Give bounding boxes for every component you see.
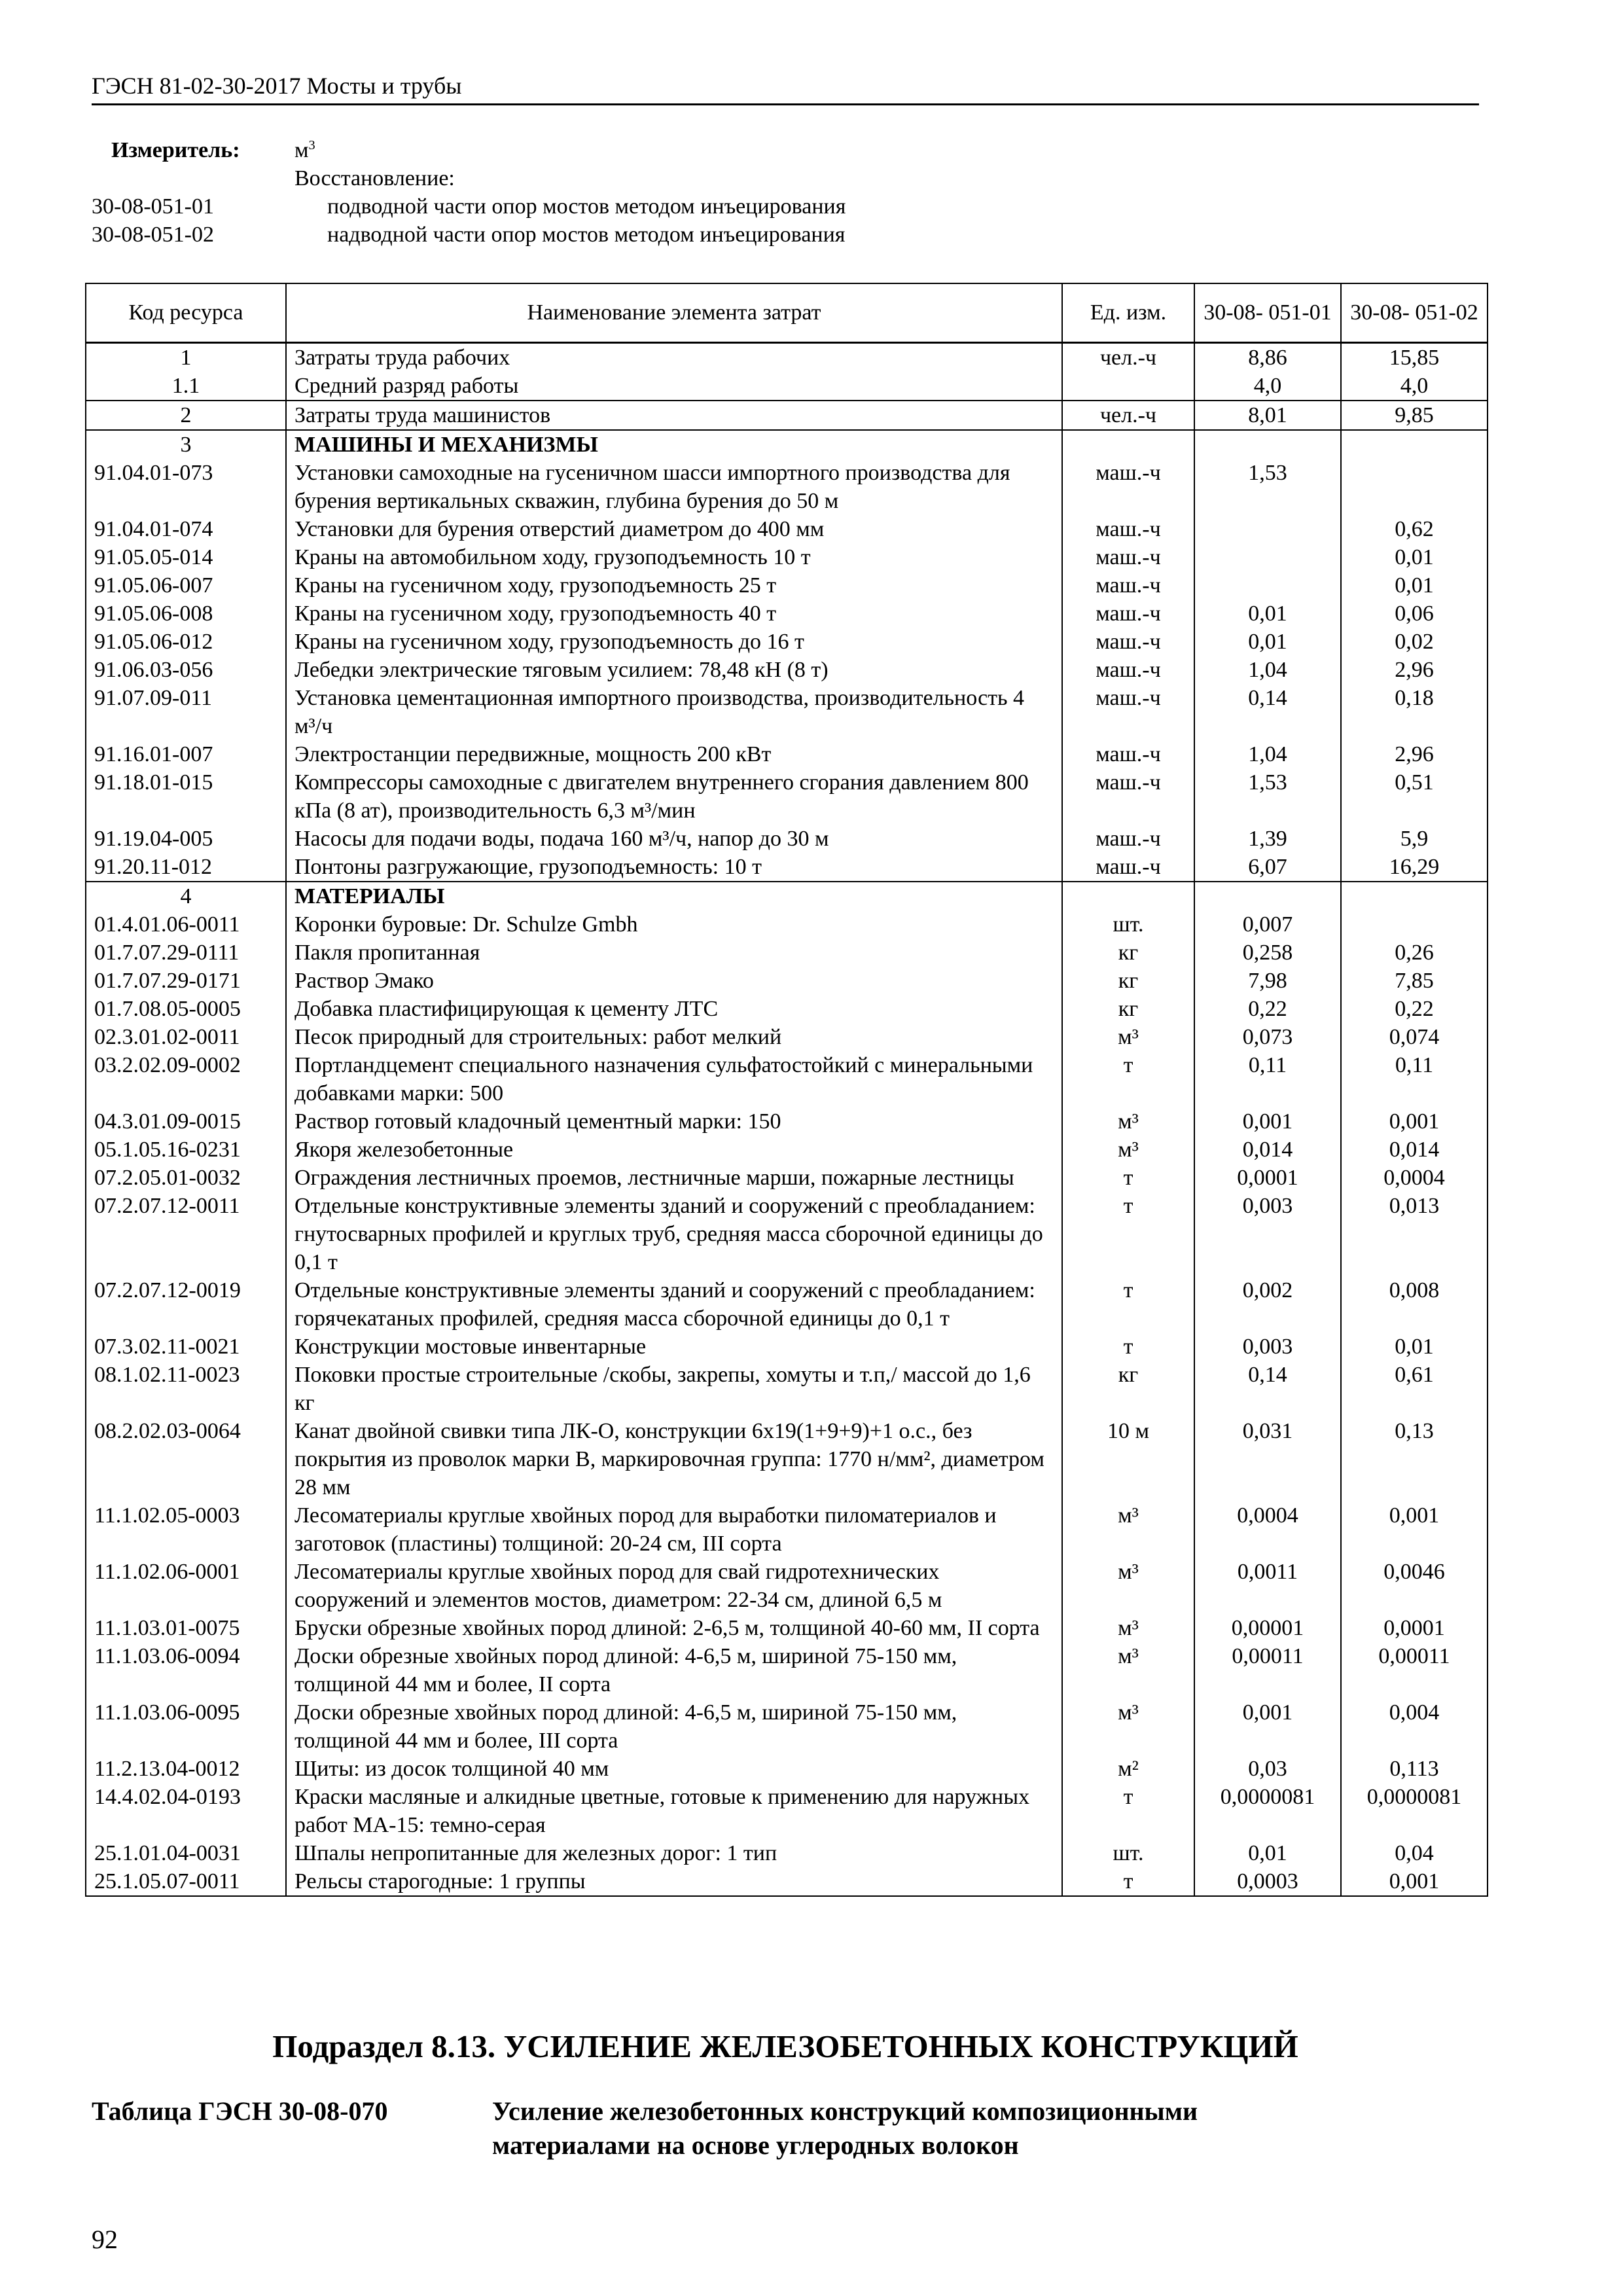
table-row [86, 684, 1488, 740]
resource-code: 11.1.02.06-0001 [86, 1558, 286, 1614]
resource-code: 07.2.07.12-0019 [86, 1276, 286, 1333]
resource-unit: т [1062, 1051, 1194, 1107]
table-row [86, 1276, 1488, 1333]
resource-code: 08.1.02.11-0023 [86, 1361, 286, 1417]
resource-unit: т [1062, 1164, 1194, 1192]
resource-code: 07.3.02.11-0021 [86, 1333, 286, 1361]
norm-description: подводной части опор мостов методом инъецирования [327, 194, 846, 219]
norm-description: надводной части опор мостов методом инъецирования [327, 223, 846, 247]
value-col2: 7,85 [1341, 967, 1488, 995]
resource-table [85, 283, 1488, 1897]
resource-code: 3 [86, 430, 286, 459]
resource-unit: м³ [1062, 1698, 1194, 1755]
value-col1: 0,007 [1194, 910, 1341, 939]
meter-block [92, 136, 1479, 249]
resource-unit: м³ [1062, 1136, 1194, 1164]
value-col2: 0,62 [1341, 515, 1488, 543]
norm-code: 30-08-051-01 [92, 194, 214, 219]
table-row [86, 995, 1488, 1023]
resource-unit: т [1062, 1783, 1194, 1839]
resource-name: Лебедки электрические тяговым усилием: 78,48 кН (8 т) [286, 656, 1062, 684]
resource-name: Понтоны разгружающие, грузоподъемность: 10 т [286, 853, 1062, 882]
resource-code: 25.1.01.04-0031 [86, 1839, 286, 1867]
resource-unit: 10 м [1062, 1417, 1194, 1501]
resource-code: 91.16.01-007 [86, 740, 286, 768]
resource-unit: м² [1062, 1755, 1194, 1783]
value-col2: 0,22 [1341, 995, 1488, 1023]
resource-unit: маш.-ч [1062, 459, 1194, 515]
value-col1 [1194, 430, 1341, 459]
next-table-title [92, 2094, 1479, 2162]
value-col2: 0,008 [1341, 1276, 1488, 1333]
table-row [86, 1107, 1488, 1136]
value-col2: 5,9 [1341, 825, 1488, 853]
resource-name: Раствор готовый кладочный цементный марки: 150 [286, 1107, 1062, 1136]
value-col1: 0,0004 [1194, 1501, 1341, 1558]
value-col2 [1341, 910, 1488, 939]
resource-unit: кг [1062, 939, 1194, 967]
table-row [86, 430, 1488, 459]
value-col2: 0,004 [1341, 1698, 1488, 1755]
table-row [86, 628, 1488, 656]
table-row [86, 967, 1488, 995]
value-col2: 0,01 [1341, 543, 1488, 571]
resource-code: 91.06.03-056 [86, 656, 286, 684]
resource-code: 01.4.01.06-0011 [86, 910, 286, 939]
resource-code: 4 [86, 882, 286, 910]
value-col2: 0,0046 [1341, 1558, 1488, 1614]
resource-code: 91.20.11-012 [86, 853, 286, 882]
value-col1: 0,001 [1194, 1107, 1341, 1136]
value-col2: 2,96 [1341, 740, 1488, 768]
value-col1: 8,01 [1194, 401, 1341, 430]
resource-unit: т [1062, 1276, 1194, 1333]
resource-code: 25.1.05.07-0011 [86, 1867, 286, 1896]
value-col2: 16,29 [1341, 853, 1488, 882]
value-col1: 0,0000081 [1194, 1783, 1341, 1839]
table-title-text: Усиление железобетонных конструкций композиционными материалами на основе углеродных волокон [492, 2096, 1198, 2160]
table-row [86, 1417, 1488, 1501]
value-col1: 0,001 [1194, 1698, 1341, 1755]
resource-code: 02.3.01.02-0011 [86, 1023, 286, 1051]
resource-unit: чел.-ч [1062, 342, 1194, 372]
header-col2: 30-08- 051-02 [1341, 283, 1488, 342]
resource-name: Краски масляные и алкидные цветные, готовые к применению для наружных работ МА-15: темно-серая [286, 1783, 1062, 1839]
resource-name: Доски обрезные хвойных пород длиной: 4-6,5 м, шириной 75-150 мм, толщиной 44 мм и более, III сорта [286, 1698, 1062, 1755]
resource-name: Установка цементационная импортного производства, производительность 4 м³/ч [286, 684, 1062, 740]
resource-name: Рельсы старогодные: 1 группы [286, 1867, 1062, 1896]
value-col2: 0,00011 [1341, 1642, 1488, 1698]
resource-name: Добавка пластифицирующая к цементу ЛТС [286, 995, 1062, 1023]
resource-name: Канат двойной свивки типа ЛК-О, конструкции 6х19(1+9+9)+1 о.с., без покрытия из проволок марки В, маркировочная группа: 1770 н/мм², диаметром 28 мм [286, 1417, 1062, 1501]
resource-unit: м³ [1062, 1501, 1194, 1558]
value-col1: 0,00001 [1194, 1614, 1341, 1642]
header-col1: 30-08- 051-01 [1194, 283, 1341, 342]
value-col2: 0,18 [1341, 684, 1488, 740]
table-row [86, 1192, 1488, 1276]
resource-name: Ограждения лестничных проемов, лестничные марши, пожарные лестницы [286, 1164, 1062, 1192]
table-row [86, 1642, 1488, 1698]
value-col2: 0,26 [1341, 939, 1488, 967]
resource-code: 03.2.02.09-0002 [86, 1051, 286, 1107]
resource-code: 2 [86, 401, 286, 430]
value-col2: 0,06 [1341, 600, 1488, 628]
resource-name: Средний разряд работы [286, 372, 1062, 401]
resource-code: 11.1.03.06-0094 [86, 1642, 286, 1698]
resource-code: 14.4.02.04-0193 [86, 1783, 286, 1839]
value-col1: 0,0011 [1194, 1558, 1341, 1614]
table-row [86, 1361, 1488, 1417]
resource-code: 91.05.06-008 [86, 600, 286, 628]
value-col1: 0,073 [1194, 1023, 1341, 1051]
resource-name: Коронки буровые: Dr. Schulze Gmbh [286, 910, 1062, 939]
resource-code: 11.1.03.01-0075 [86, 1614, 286, 1642]
resource-unit: маш.-ч [1062, 768, 1194, 825]
resource-name: Лесоматериалы круглые хвойных пород для свай гидротехнических сооружений и элементов мостов, диаметром: 22-34 см, длиной 6,5 м [286, 1558, 1062, 1614]
resource-unit: кг [1062, 995, 1194, 1023]
table-row [86, 401, 1488, 430]
resource-unit: кг [1062, 967, 1194, 995]
resource-code: 11.2.13.04-0012 [86, 1755, 286, 1783]
resource-unit: чел.-ч [1062, 401, 1194, 430]
table-row [86, 1558, 1488, 1614]
value-col2: 0,113 [1341, 1755, 1488, 1783]
table-title-label: Таблица ГЭСН 30-08-070 [92, 2096, 388, 2126]
value-col1: 0,03 [1194, 1755, 1341, 1783]
resource-unit: маш.-ч [1062, 825, 1194, 853]
header-unit: Ед. изм. [1062, 283, 1194, 342]
resource-unit [1062, 882, 1194, 910]
value-col2: 0,01 [1341, 1333, 1488, 1361]
resource-name: Отдельные конструктивные элементы зданий и сооружений с преобладанием: гнутосварных профилей и круглых труб, средняя масса сборочной единицы до 0,1 т [286, 1192, 1062, 1276]
resource-name: Якоря железобетонные [286, 1136, 1062, 1164]
value-col1: 0,01 [1194, 600, 1341, 628]
value-col1: 0,003 [1194, 1333, 1341, 1361]
resource-name: Доски обрезные хвойных пород длиной: 4-6,5 м, шириной 75-150 мм, толщиной 44 мм и более, II сорта [286, 1642, 1062, 1698]
resource-code: 11.1.02.05-0003 [86, 1501, 286, 1558]
value-col1: 8,86 [1194, 342, 1341, 372]
resource-code: 91.04.01-074 [86, 515, 286, 543]
resource-unit [1062, 430, 1194, 459]
resource-name: Пакля пропитанная [286, 939, 1062, 967]
value-col2: 0,014 [1341, 1136, 1488, 1164]
value-col1: 0,0003 [1194, 1867, 1341, 1896]
resource-code: 91.19.04-005 [86, 825, 286, 853]
subsection-heading: Подраздел 8.13. УСИЛЕНИЕ ЖЕЛЕЗОБЕТОННЫХ КОНСТРУКЦИЙ [272, 2028, 1298, 2064]
resource-code: 01.7.07.29-0111 [86, 939, 286, 967]
resource-code: 01.7.07.29-0171 [86, 967, 286, 995]
table-row [86, 1023, 1488, 1051]
resource-name: Краны на автомобильном ходу, грузоподъемность 10 т [286, 543, 1062, 571]
meter-label: Измеритель: [111, 138, 240, 162]
table-row [86, 543, 1488, 571]
resource-code: 91.04.01-073 [86, 459, 286, 515]
value-col2: 0,0000081 [1341, 1783, 1488, 1839]
table-row [86, 1051, 1488, 1107]
resource-unit: маш.-ч [1062, 656, 1194, 684]
resource-unit: м³ [1062, 1107, 1194, 1136]
value-col2: 0,01 [1341, 571, 1488, 600]
value-col2: 0,61 [1341, 1361, 1488, 1417]
resource-name: Установки самоходные на гусеничном шасси импортного производства для бурения вертикальных скважин, глубина бурения до 50 м [286, 459, 1062, 515]
value-col1: 0,031 [1194, 1417, 1341, 1501]
value-col2: 2,96 [1341, 656, 1488, 684]
resource-unit: маш.-ч [1062, 571, 1194, 600]
table-row [86, 515, 1488, 543]
resource-name: Установки для бурения отверстий диаметром до 400 мм [286, 515, 1062, 543]
resource-unit: т [1062, 1192, 1194, 1276]
resource-name: МАТЕРИАЛЫ [286, 882, 1062, 910]
resource-name: Раствор Эмако [286, 967, 1062, 995]
resource-name: Затраты труда рабочих [286, 342, 1062, 372]
table-row [86, 939, 1488, 967]
resource-code: 07.2.07.12-0011 [86, 1192, 286, 1276]
resource-unit: маш.-ч [1062, 543, 1194, 571]
page-header: ГЭСН 81-02-30-2017 Мосты и трубы [92, 73, 1479, 105]
resource-code: 91.05.06-007 [86, 571, 286, 600]
table-row [86, 853, 1488, 882]
value-col2: 15,85 [1341, 342, 1488, 372]
value-col1: 1,04 [1194, 740, 1341, 768]
value-col1 [1194, 571, 1341, 600]
resource-name: Насосы для подачи воды, подача 160 м³/ч, напор до 30 м [286, 825, 1062, 853]
header-code: Код ресурса [86, 283, 286, 342]
resource-unit: маш.-ч [1062, 684, 1194, 740]
resource-code: 91.05.06-012 [86, 628, 286, 656]
value-col2: 0,0001 [1341, 1614, 1488, 1642]
value-col2 [1341, 882, 1488, 910]
resource-name: Щиты: из досок толщиной 40 мм [286, 1755, 1062, 1783]
meter-value: $м^3$ [294, 137, 315, 162]
table-row [86, 768, 1488, 825]
value-col2: 0,001 [1341, 1501, 1488, 1558]
resource-name: МАШИНЫ И МЕХАНИЗМЫ [286, 430, 1062, 459]
table-row [86, 1839, 1488, 1867]
resource-code: 1 [86, 342, 286, 372]
resource-name: Лесоматериалы круглые хвойных пород для выработки пиломатериалов и заготовок (пластины) толщиной: 20-24 см, III сорта [286, 1501, 1062, 1558]
page-number: 92 [92, 2225, 118, 2254]
resource-name: Шпалы непропитанные для железных дорог: 1 тип [286, 1839, 1062, 1867]
table-row [86, 1698, 1488, 1755]
resource-unit: м³ [1062, 1614, 1194, 1642]
value-col1: 0,00011 [1194, 1642, 1341, 1698]
value-col1: 0,01 [1194, 628, 1341, 656]
header-name: Наименование элемента затрат [286, 283, 1062, 342]
resource-unit: шт. [1062, 1839, 1194, 1867]
table-row [86, 600, 1488, 628]
value-col1: 0,002 [1194, 1276, 1341, 1333]
resource-name: Затраты труда машинистов [286, 401, 1062, 430]
value-col2: 0,02 [1341, 628, 1488, 656]
table-row [86, 342, 1488, 372]
resource-unit: маш.-ч [1062, 740, 1194, 768]
value-col1: 0,14 [1194, 1361, 1341, 1417]
value-col2: 4,0 [1341, 372, 1488, 401]
resource-unit: маш.-ч [1062, 628, 1194, 656]
value-col2: 0,013 [1341, 1192, 1488, 1276]
value-col1: 6,07 [1194, 853, 1341, 882]
resource-unit: м³ [1062, 1558, 1194, 1614]
resource-code: 08.2.02.03-0064 [86, 1417, 286, 1501]
value-col1: 0,14 [1194, 684, 1341, 740]
resource-name: Краны на гусеничном ходу, грузоподъемность 40 т [286, 600, 1062, 628]
resource-code: 1.1 [86, 372, 286, 401]
value-col2 [1341, 459, 1488, 515]
value-col2: 9,85 [1341, 401, 1488, 430]
resource-code: 04.3.01.09-0015 [86, 1107, 286, 1136]
value-col1 [1194, 543, 1341, 571]
resource-unit: кг [1062, 1361, 1194, 1417]
table-row [86, 372, 1488, 401]
resource-unit: маш.-ч [1062, 515, 1194, 543]
value-col2: 0,0004 [1341, 1164, 1488, 1192]
value-col1: 1,39 [1194, 825, 1341, 853]
value-col1: 0,258 [1194, 939, 1341, 967]
resource-unit: т [1062, 1867, 1194, 1896]
table-row [86, 740, 1488, 768]
table-row [86, 1333, 1488, 1361]
resource-unit: шт. [1062, 910, 1194, 939]
resource-unit: маш.-ч [1062, 600, 1194, 628]
resource-name: Краны на гусеничном ходу, грузоподъемность до 16 т [286, 628, 1062, 656]
value-col1 [1194, 515, 1341, 543]
value-col1: 7,98 [1194, 967, 1341, 995]
value-col1: 1,04 [1194, 656, 1341, 684]
table-row [86, 1501, 1488, 1558]
table-row [86, 882, 1488, 910]
table-row [86, 1164, 1488, 1192]
value-col2 [1341, 430, 1488, 459]
restoration-label: Восстановление: [294, 166, 455, 190]
table-row [86, 1136, 1488, 1164]
table-row [86, 656, 1488, 684]
table-row [86, 1614, 1488, 1642]
resource-name: Отдельные конструктивные элементы зданий и сооружений с преобладанием: горячекатаных профилей, средняя масса сборочной единицы до 0,1 т [286, 1276, 1062, 1333]
resource-name: Песок природный для строительных: работ мелкий [286, 1023, 1062, 1051]
resource-unit [1062, 372, 1194, 401]
value-col1 [1194, 882, 1341, 910]
value-col1: 0,0001 [1194, 1164, 1341, 1192]
resource-name: Поковки простые строительные /скобы, закрепы, хомуты и т.п,/ массой до 1,6 кг [286, 1361, 1062, 1417]
value-col1: 0,003 [1194, 1192, 1341, 1276]
value-col2: 0,001 [1341, 1867, 1488, 1896]
value-col1: 1,53 [1194, 768, 1341, 825]
value-col1: 0,11 [1194, 1051, 1341, 1107]
table-row [86, 459, 1488, 515]
resource-unit: маш.-ч [1062, 853, 1194, 882]
value-col2: 0,074 [1341, 1023, 1488, 1051]
resource-name: Электростанции передвижные, мощность 200 кВт [286, 740, 1062, 768]
resource-code: 01.7.08.05-0005 [86, 995, 286, 1023]
table-row [86, 1867, 1488, 1896]
value-col1: 4,0 [1194, 372, 1341, 401]
value-col1: 0,014 [1194, 1136, 1341, 1164]
resource-code: 11.1.03.06-0095 [86, 1698, 286, 1755]
value-col2: 0,04 [1341, 1839, 1488, 1867]
value-col1: 1,53 [1194, 459, 1341, 515]
resource-name: Портландцемент специального назначения сульфатостойкий с минеральными добавками марки: 500 [286, 1051, 1062, 1107]
value-col2: 0,51 [1341, 768, 1488, 825]
value-col1: 0,22 [1194, 995, 1341, 1023]
table-row [86, 571, 1488, 600]
resource-unit: т [1062, 1333, 1194, 1361]
resource-code: 07.2.05.01-0032 [86, 1164, 286, 1192]
resource-name: Конструкции мостовые инвентарные [286, 1333, 1062, 1361]
table-row [86, 825, 1488, 853]
resource-code: 91.05.05-014 [86, 543, 286, 571]
value-col2: 0,11 [1341, 1051, 1488, 1107]
value-col2: 0,001 [1341, 1107, 1488, 1136]
resource-name: Бруски обрезные хвойных пород длиной: 2-6,5 м, толщиной 40-60 мм, II сорта [286, 1614, 1062, 1642]
resource-code: 91.18.01-015 [86, 768, 286, 825]
table-row [86, 1755, 1488, 1783]
value-col1: 0,01 [1194, 1839, 1341, 1867]
resource-unit: м³ [1062, 1642, 1194, 1698]
table-row [86, 910, 1488, 939]
value-col2: 0,13 [1341, 1417, 1488, 1501]
resource-unit: м³ [1062, 1023, 1194, 1051]
resource-name: Компрессоры самоходные с двигателем внутреннего сгорания давлением 800 кПа (8 ат), производительность 6,3 м³/мин [286, 768, 1062, 825]
resource-name: Краны на гусеничном ходу, грузоподъемность 25 т [286, 571, 1062, 600]
table-row [86, 1783, 1488, 1839]
resource-code: 91.07.09-011 [86, 684, 286, 740]
resource-code: 05.1.05.16-0231 [86, 1136, 286, 1164]
norm-code: 30-08-051-02 [92, 223, 214, 247]
